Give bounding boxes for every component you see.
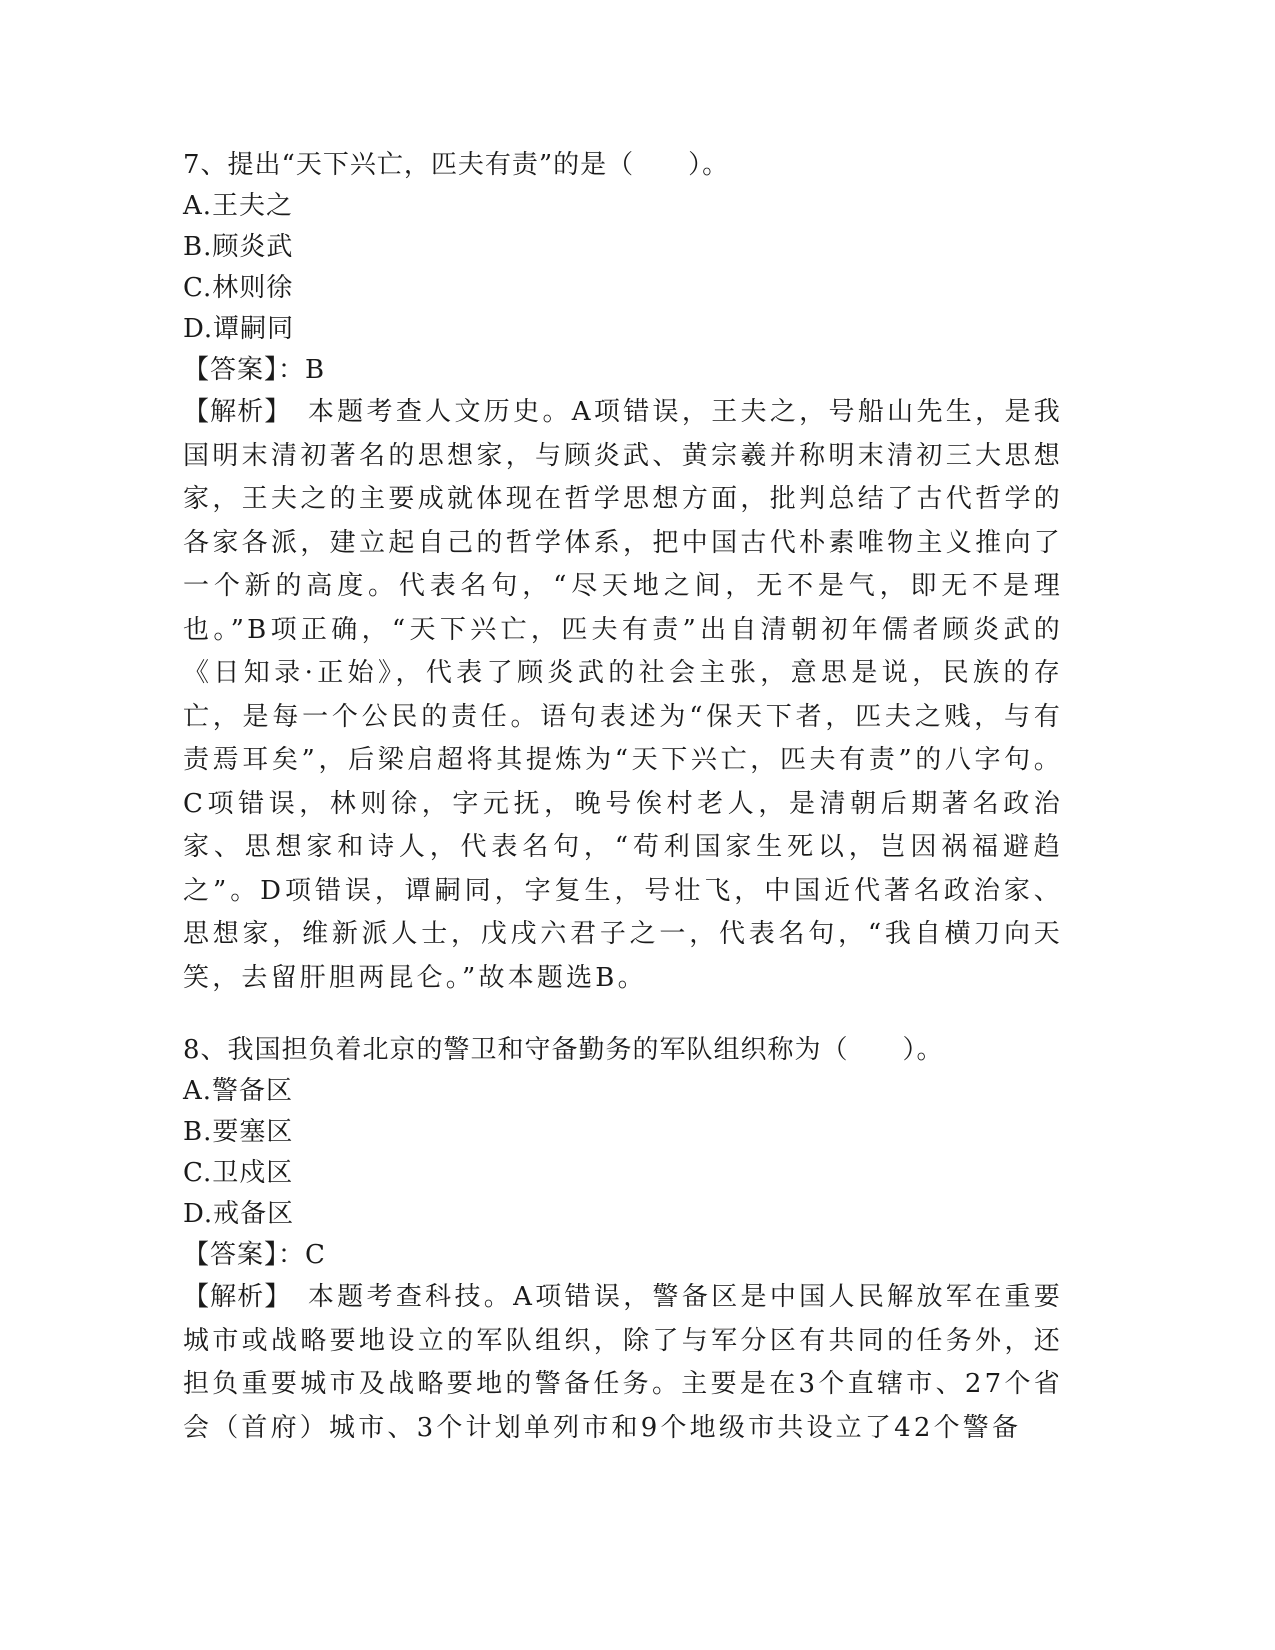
analysis-text: 本题考查科技。A项错误，警备区是中国人民解放军在重要城市或战略要地设立的军队组织，除了与军分区有共同的任务外，还担负重要城市及战略要地的警备任务。主要是在3个直辖市、27个省会（首府）城市、3个计划单列市和9个地级市共设立了42个警备 [183,1282,1063,1443]
question-8 [183,1030,1063,1450]
option-d: D.戒备区 [183,1199,295,1229]
question-7 [183,145,1063,1000]
option-d: D.谭嗣同 [183,314,295,344]
analysis [183,1276,1063,1450]
option-a: A.警备区 [183,1076,294,1106]
answer: 【答案】：B [183,355,326,385]
analysis [183,391,1063,1000]
question-stem: 8、我国担负着北京的警卫和守备勤务的军队组织称为（ ）。 [183,1035,944,1065]
analysis-text: 本题考查人文历史。A项错误，王夫之，号船山先生，是我国明末清初著名的思想家，与顾炎武、黄宗羲并称明末清初三大思想家，王夫之的主要成就体现在哲学思想方面，批判总结了古代哲学的各家各派，建立起自己的哲学体系，把中国古代朴素唯物主义推向了一个新的高度。代表名句，“尽天地之间，无不是气，即无不是理也。”B项正确，“天下兴亡，匹夫有责”出自清朝初年儒者顾炎武的《日知录·正始》，代表了顾炎武的社会主张，意思是说，民族的存亡，是每一个公民的责任。语句表述为“保天下者，匹夫之贱，与有责焉耳矣”，后梁启超将其提炼为“天下兴亡，匹夫有责”的八字句。C项错误，林则徐，字元抚，晚号俟村老人，是清朝后期著名政治家、思想家和诗人，代表名句，“苟利国家生死以，岂因祸福避趋之”。D项错误，谭嗣同，字复生，号壮飞，中国近代著名政治家、思想家，维新派人士，戊戌六君子之一，代表名句，“我自横刀向天笑，去留肝胆两昆仑。”故本题选B。 [183,397,1063,993]
option-a: A.王夫之 [183,191,294,221]
option-b: B.要塞区 [183,1117,294,1147]
analysis-label: 【解析】 [183,1282,279,1312]
option-b: B.顾炎武 [183,232,294,262]
question-stem: 7、提出“天下兴亡，匹夫有责”的是（ ）。 [183,150,730,180]
analysis-label: 【解析】 [183,397,279,427]
option-c: C.卫戍区 [183,1158,294,1188]
option-c: C.林则徐 [183,273,294,303]
answer: 【答案】：C [183,1240,326,1270]
